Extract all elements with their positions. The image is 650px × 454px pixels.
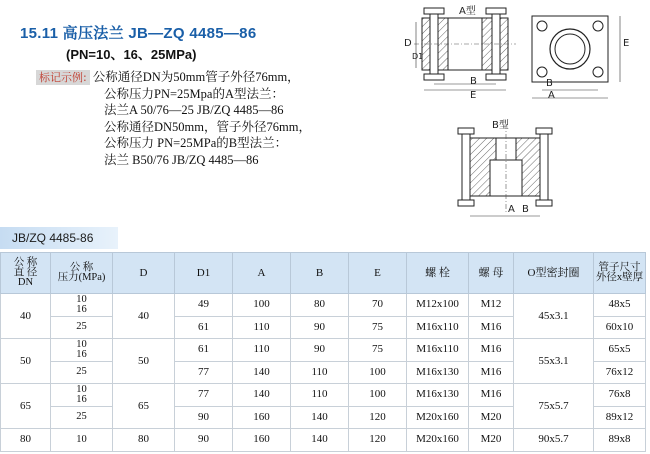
- dim-label: A: [508, 204, 515, 215]
- cell-pipe: 48x5: [594, 294, 646, 317]
- cell-d1: 49: [175, 294, 233, 317]
- cell-nut: M20: [469, 406, 514, 429]
- cell-e: 75: [349, 316, 407, 339]
- cell-d1: 61: [175, 316, 233, 339]
- table-header-row: [1, 253, 646, 294]
- cell-bolt: M20x160: [407, 406, 469, 429]
- cell-pn-value: 16: [76, 348, 87, 360]
- dim-label: B: [522, 204, 529, 215]
- col-header-pipe: 管子尺寸 外径x壁厚: [594, 253, 646, 294]
- flange-a-nut: [424, 74, 444, 80]
- flange-b-nut: [536, 200, 552, 206]
- cell-b: 140: [291, 429, 349, 452]
- table-row: [1, 384, 646, 407]
- cell-bolt: M12x100: [407, 294, 469, 317]
- spec-table: [0, 252, 646, 452]
- marking-example: [36, 69, 311, 169]
- flange-b-bolt: [540, 132, 548, 202]
- cell-d: 40: [113, 294, 175, 339]
- example-line: [36, 69, 311, 86]
- flange-b-nut: [458, 200, 474, 206]
- col-header-a: A: [233, 253, 291, 294]
- cell-pn-value: 25: [76, 321, 87, 333]
- col-header-pn: 公 称 压力(MPa): [51, 253, 113, 294]
- cell-b: 80: [291, 294, 349, 317]
- flange-a-bore-inner: [555, 34, 585, 64]
- cell-a: 140: [233, 384, 291, 407]
- cell-pn-value: 16: [76, 303, 87, 315]
- cell-pn: [51, 384, 113, 407]
- cell-a: 100: [233, 294, 291, 317]
- cell-b: 140: [291, 406, 349, 429]
- example-line: 公称通径DN50mm，管子外径76mm，: [104, 119, 311, 134]
- cell-d: 65: [113, 384, 175, 429]
- cell-pn: [51, 406, 113, 429]
- cell-nut: M20: [469, 429, 514, 452]
- example-badge: 标记示例:: [36, 70, 90, 85]
- table-row: [1, 429, 646, 452]
- type-b-drawing: [450, 118, 560, 223]
- cell-dn: 80: [1, 429, 51, 452]
- col-header-d: D: [113, 253, 175, 294]
- dim-label: E: [470, 90, 477, 101]
- bolt-hole: [537, 21, 547, 31]
- cell-b: 110: [291, 361, 349, 384]
- col-header-b: B: [291, 253, 349, 294]
- cell-pn-value: 10: [76, 338, 87, 350]
- cell-d1: 61: [175, 339, 233, 362]
- cell-nut: M12: [469, 294, 514, 317]
- table-body: [1, 294, 646, 452]
- dim-label: B: [546, 78, 553, 89]
- cell-oring: 55x3.1: [514, 339, 594, 384]
- cell-pipe: 76x12: [594, 361, 646, 384]
- cell-a: 160: [233, 406, 291, 429]
- cell-oring: 75x5.7: [514, 384, 594, 429]
- cell-pn: [51, 429, 113, 452]
- cell-dn: 40: [1, 294, 51, 339]
- cell-d1: 90: [175, 406, 233, 429]
- cell-nut: M16: [469, 361, 514, 384]
- cell-pn-value: 10: [76, 433, 87, 445]
- cell-oring: 45x3.1: [514, 294, 594, 339]
- cell-d1: 90: [175, 429, 233, 452]
- bolt-hole: [593, 67, 603, 77]
- dim-label: E: [623, 38, 630, 49]
- type-a-label: A型: [459, 6, 476, 17]
- cell-e: 100: [349, 361, 407, 384]
- cell-pipe: 89x12: [594, 406, 646, 429]
- type-a-drawing: [390, 2, 646, 112]
- col-header-nut: 螺 母: [469, 253, 514, 294]
- dim-label: B: [470, 76, 477, 87]
- cell-pipe: 76x8: [594, 384, 646, 407]
- dim-label: A: [548, 90, 555, 101]
- example-text: 公称通径DN为50mm管子外径76mm，: [92, 70, 300, 84]
- cell-pn-value: 25: [76, 366, 87, 378]
- cell-pn: [51, 361, 113, 384]
- cell-pn: [51, 294, 113, 317]
- cell-a: 110: [233, 316, 291, 339]
- cell-e: 75: [349, 339, 407, 362]
- flange-b-bolt: [462, 132, 470, 202]
- flange-a-nut: [424, 8, 444, 14]
- cell-bolt: M20x160: [407, 429, 469, 452]
- cell-bolt: M16x130: [407, 361, 469, 384]
- dim-label: D: [404, 38, 412, 49]
- cell-dn: 50: [1, 339, 51, 384]
- cell-a: 160: [233, 429, 291, 452]
- cell-pipe: 65x5: [594, 339, 646, 362]
- col-header-e: E: [349, 253, 407, 294]
- cell-pn-value: 10: [76, 293, 87, 305]
- page-subtitle: (PN=10、16、25MPa): [66, 47, 197, 62]
- cell-oring: 90x5.7: [514, 429, 594, 452]
- cell-pipe: 89x8: [594, 429, 646, 452]
- cell-bolt: M16x110: [407, 316, 469, 339]
- cell-bolt: M16x130: [407, 384, 469, 407]
- example-line: 法兰A 50/76—25 JB/ZQ 4485—86: [104, 103, 284, 118]
- example-line: 公称压力 PN=25MPa的B型法兰：: [104, 136, 288, 151]
- cell-nut: M16: [469, 384, 514, 407]
- cell-pn-value: 10: [76, 383, 87, 395]
- table-row: [1, 294, 646, 317]
- col-header-dn: 公 称 直 径 DN: [1, 253, 51, 294]
- type-b-label: B型: [492, 120, 509, 131]
- flange-a-nut: [486, 74, 506, 80]
- cell-bolt: M16x110: [407, 339, 469, 362]
- col-header-oring: O型密封圈: [514, 253, 594, 294]
- cell-e: 120: [349, 429, 407, 452]
- table-row: [1, 339, 646, 362]
- cell-e: 100: [349, 384, 407, 407]
- page-title: 15.11 高压法兰 JB—ZQ 4485—86: [20, 25, 257, 42]
- cell-e: 70: [349, 294, 407, 317]
- example-line: 公称压力PN=25Mpa的A型法兰：: [104, 86, 284, 101]
- cell-pn: [51, 316, 113, 339]
- cell-b: 90: [291, 316, 349, 339]
- bolt-hole: [537, 67, 547, 77]
- cell-d1: 77: [175, 361, 233, 384]
- cell-pn-value: 16: [76, 393, 87, 405]
- cell-nut: M16: [469, 339, 514, 362]
- col-header-d1: D1: [175, 253, 233, 294]
- flange-a-nut: [486, 8, 506, 14]
- cell-dn: 65: [1, 384, 51, 429]
- cell-b: 90: [291, 339, 349, 362]
- cell-nut: M16: [469, 316, 514, 339]
- cell-pn-value: 25: [76, 411, 87, 423]
- cell-e: 120: [349, 406, 407, 429]
- cell-a: 140: [233, 361, 291, 384]
- cell-pn: [51, 339, 113, 362]
- table-caption: JB/ZQ 4485-86: [0, 227, 118, 249]
- cell-pipe: 60x10: [594, 316, 646, 339]
- cell-a: 110: [233, 339, 291, 362]
- cell-b: 110: [291, 384, 349, 407]
- col-header-bolt: 螺 栓: [407, 253, 469, 294]
- bolt-hole: [593, 21, 603, 31]
- example-line: 法兰 B50/76 JB/ZQ 4485—86: [104, 152, 259, 167]
- cell-d1: 77: [175, 384, 233, 407]
- flange-b-nut: [536, 128, 552, 134]
- dim-label: D1: [412, 52, 424, 61]
- cell-d: 80: [113, 429, 175, 452]
- flange-b-nut: [458, 128, 474, 134]
- cell-d: 50: [113, 339, 175, 384]
